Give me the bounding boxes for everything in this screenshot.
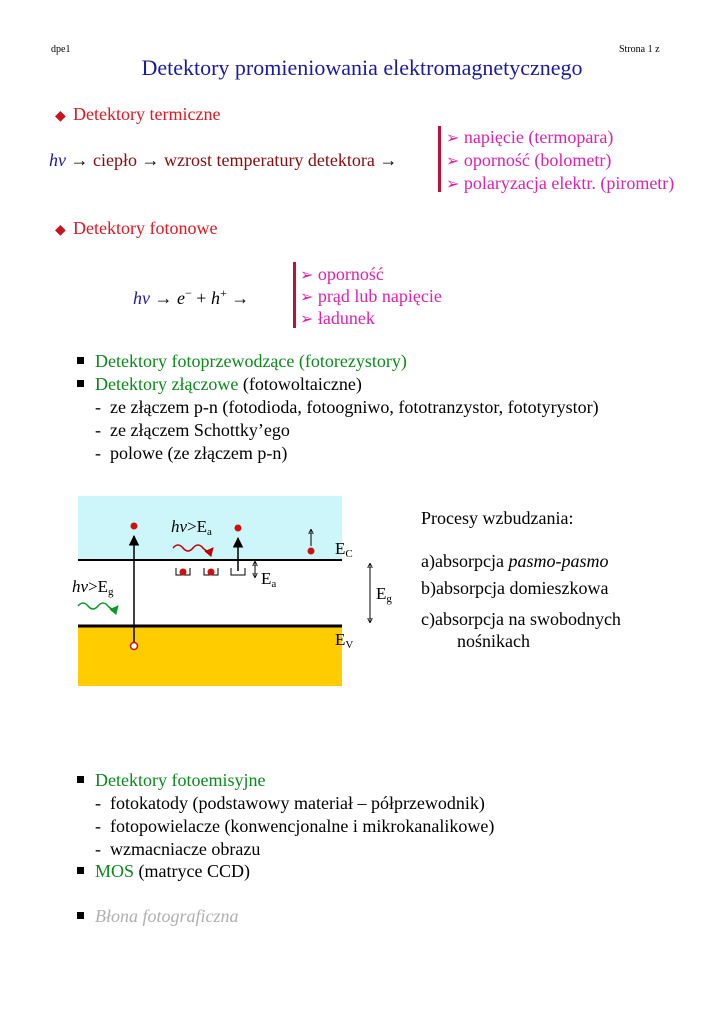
list-item-junction: Detektory złączowe (fotowoltaiczne) [77, 374, 362, 395]
photon-wave-icon [78, 603, 118, 609]
sub-item-intensifiers: - wzmacniacze obrazu [95, 839, 261, 859]
list-item-mos: MOS (matryce CCD) [77, 861, 250, 882]
electron-charge: − [185, 286, 192, 300]
process-b: b)absorpcja domieszkowa [421, 578, 609, 598]
arrow-right-icon: → [141, 150, 160, 170]
sub-item-photocathodes: - fotokatody (podstawowy materiał – półprzewodnik) [95, 793, 485, 813]
ea-label: Ea [261, 569, 277, 590]
diamond-bullet-icon: ◆ [55, 223, 66, 238]
process-c-line2: nośnikach [457, 631, 530, 651]
photon-output-2: ➢ prąd lub napięcie [300, 286, 442, 306]
hole-symbol: h [210, 288, 220, 308]
heat-text: ciepło [93, 150, 137, 170]
square-bullet-icon [77, 912, 84, 919]
sub-item-schottky: - ze złączem Schottky’ego [95, 420, 290, 440]
sub-item-field: - polowe (ze złączem p-n) [95, 443, 288, 463]
ec-label: EC [335, 539, 353, 560]
list-item-film: Błona fotograficzna [77, 906, 239, 927]
hole-dot [131, 643, 138, 650]
electron-dot [308, 548, 315, 555]
arrow-bullet-icon: ➢ [300, 311, 314, 328]
hv-eg-label: hν>Eg [72, 577, 114, 598]
plus-sign: + [196, 288, 207, 308]
arrow-right-icon: → [154, 288, 173, 308]
diamond-bullet-icon: ◆ [55, 109, 66, 124]
donor-electron [208, 569, 215, 576]
header-right: Strona 1 z [619, 44, 660, 55]
hole-charge: + [219, 286, 227, 300]
temperature-text: wzrost temperatury detektora [163, 150, 375, 170]
thermal-output-3: ➢ polaryzacja elektr. (pirometr) [446, 173, 675, 193]
hv-ea-label: hν>Ea [171, 517, 212, 538]
thermal-output-2: ➢ oporność (bolometr) [446, 150, 612, 170]
sub-item-photomultipliers: - fotopowielacze (konwencjonalne i mikrokanalikowe) [95, 816, 495, 836]
process-a: a)absorpcja pasmo-pasmo [421, 551, 609, 571]
square-bullet-icon [77, 776, 84, 783]
arrow-right-icon: → [379, 150, 398, 170]
eg-label: Eg [376, 584, 392, 605]
valence-band [78, 626, 342, 686]
photon-heading: ◆ Detektory fotonowe [55, 218, 218, 238]
list-item-photoemissive: Detektory fotoemisyjne [77, 770, 265, 791]
ev-label: EV [335, 630, 354, 651]
arrow-bullet-icon: ➢ [446, 176, 460, 193]
arrow-bullet-icon: ➢ [446, 153, 460, 170]
sub-item-pn: - ze złączem p-n (fotodioda, fotoogniwo, fototranzystor, fototyrystor) [95, 397, 599, 417]
processes-heading: Procesy wzbudzania: [421, 508, 574, 528]
thermal-output-1: ➢ napięcie (termopara) [446, 127, 614, 147]
hv-symbol: hν [49, 150, 66, 170]
electron-symbol: e [177, 288, 185, 308]
page-title: Detektory promieniowania elektromagnetycznego [141, 55, 583, 80]
arrow-right-icon: → [70, 150, 89, 170]
electron-dot [131, 523, 138, 530]
header-left: dpe1 [51, 44, 71, 55]
thermal-heading: ◆ Detektory termiczne [55, 104, 221, 124]
arrow-bullet-icon: ➢ [300, 289, 314, 306]
photon-output-1: ➢ oporność [300, 264, 384, 284]
donor-electron [180, 569, 187, 576]
arrow-bullet-icon: ➢ [446, 130, 460, 147]
list-item-photoconductive: Detektory fotoprzewodzące (fotorezystory) [77, 351, 407, 372]
electron-dot [235, 525, 242, 532]
hv-symbol: hν [133, 288, 150, 308]
photon-output-3: ➢ ładunek [300, 308, 375, 328]
arrow-bullet-icon: ➢ [300, 267, 314, 284]
process-c: c)absorpcja na swobodnych [421, 609, 621, 629]
square-bullet-icon [77, 867, 84, 874]
arrow-right-icon: → [231, 288, 250, 308]
